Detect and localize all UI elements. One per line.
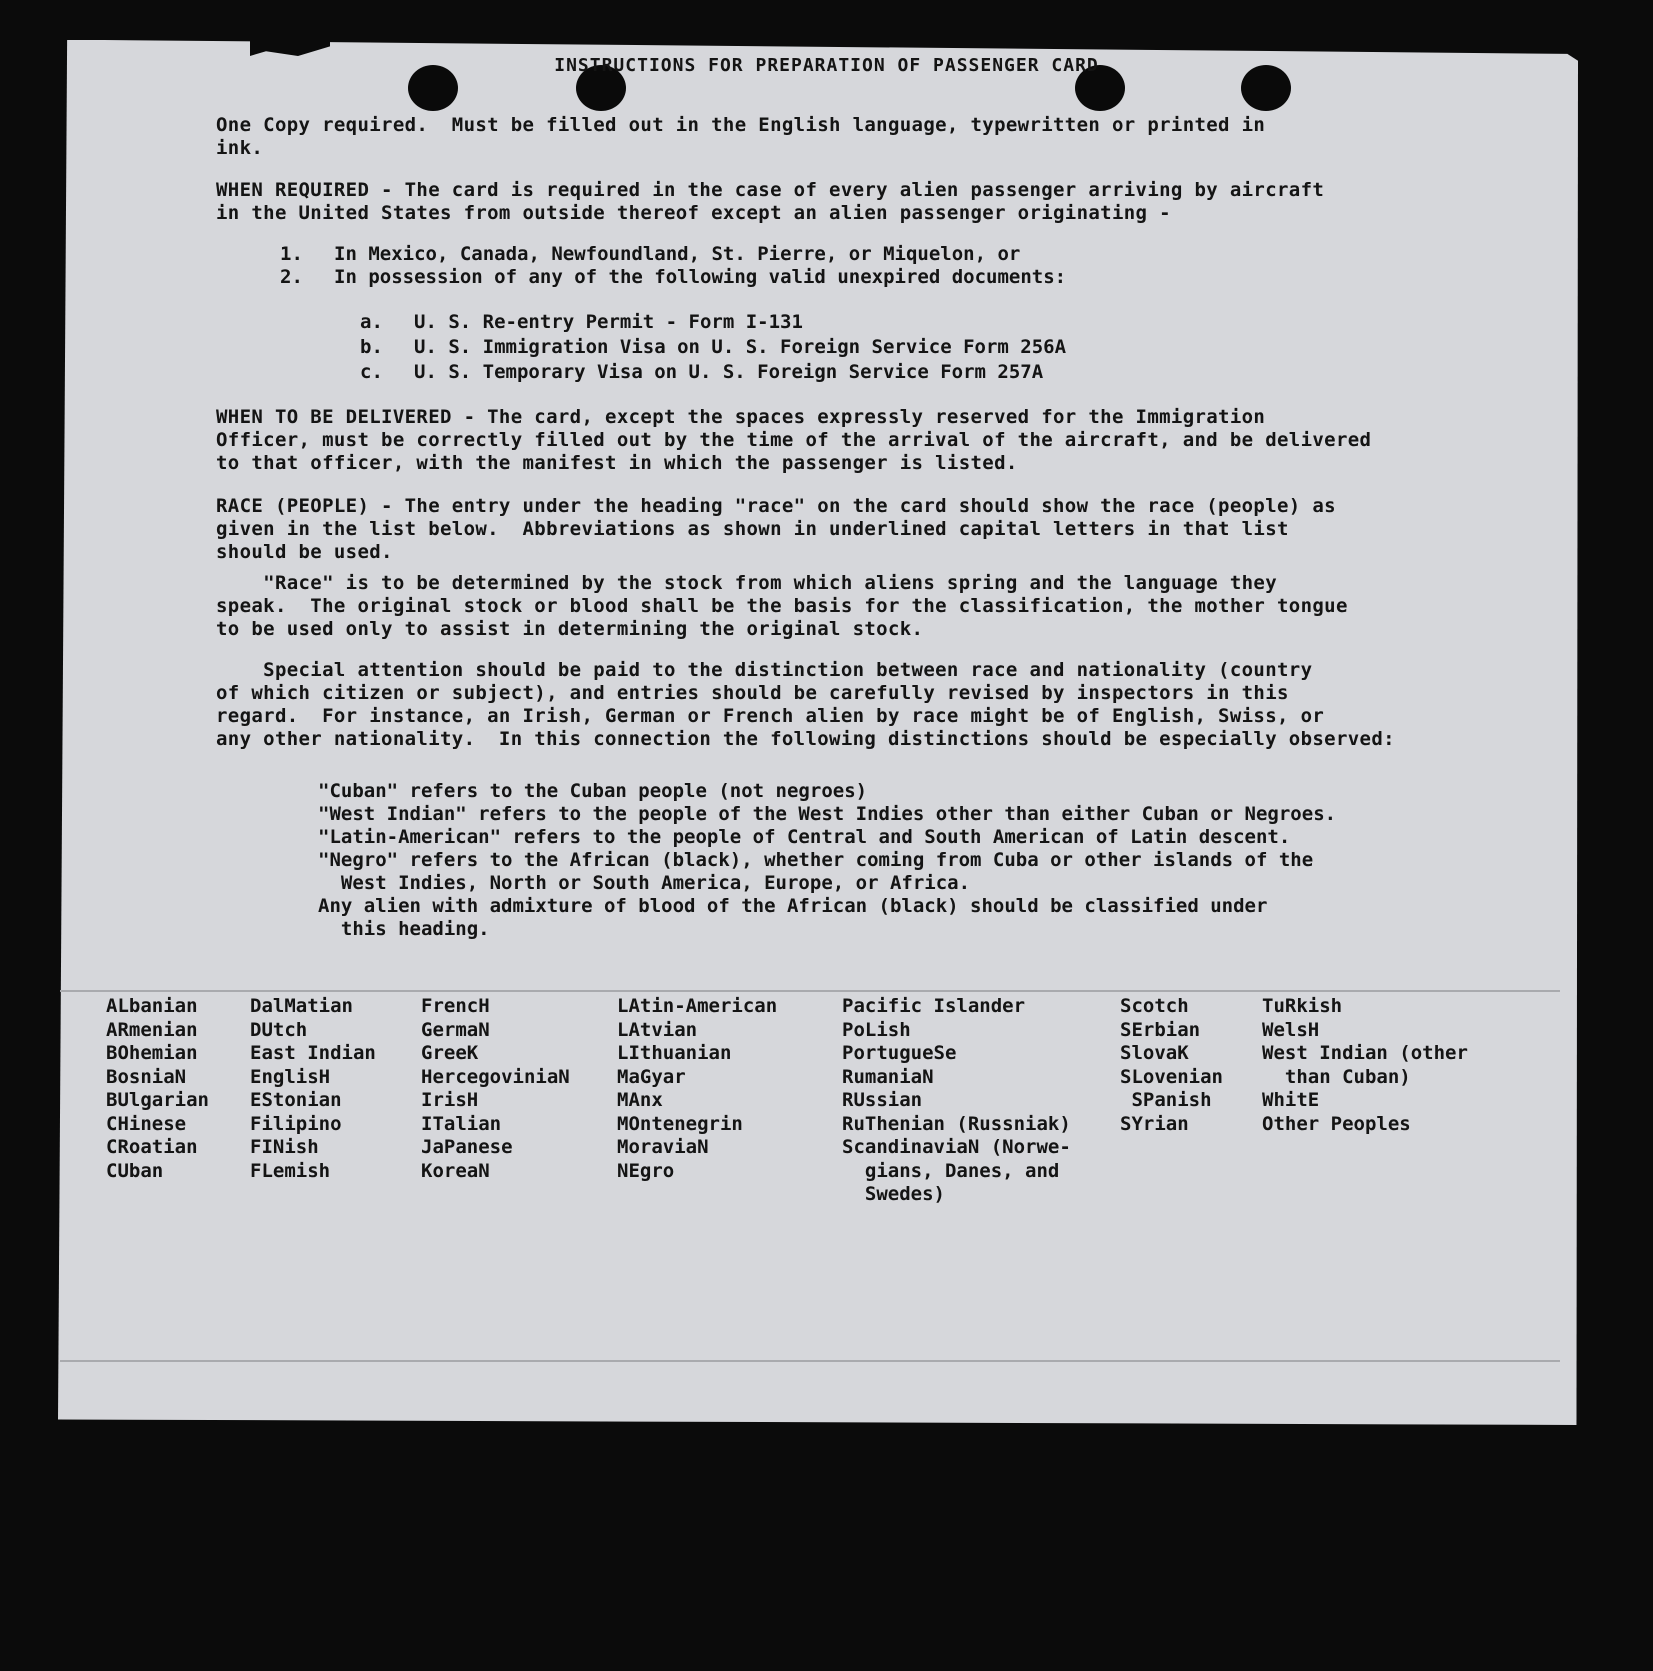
race-entry: EStonian — [250, 1089, 342, 1111]
race-entry: EnglisH — [250, 1065, 331, 1088]
race-people-paragraph — [216, 495, 1526, 564]
text-line: West Indies, North or South America, Europe, or Africa. — [318, 872, 971, 894]
race-entry: Swedes) — [842, 1183, 945, 1205]
race-entry: RumaniaN — [842, 1065, 934, 1088]
race-entry: DalMatian — [250, 995, 353, 1017]
text-line: "Cuban" refers to the Cuban people (not negroes) — [318, 780, 868, 802]
race-entry: HercegoviniaN — [421, 1065, 570, 1088]
text-line: of which citizen or subject), and entries should be carefully revised by inspectors in this — [216, 682, 1289, 704]
distinctions-list — [318, 780, 1336, 941]
race-entry: BUlgarian — [106, 1089, 209, 1111]
documents-list — [360, 310, 1066, 385]
race-entry: LAtvian — [617, 1018, 698, 1041]
race-entry: ScandinaviaN (Norwe- — [842, 1136, 1071, 1158]
race-entry: MOntenegrin — [617, 1112, 743, 1135]
race-entry: DUtch — [250, 1018, 308, 1041]
text-line: "West Indian" refers to the people of the West Indies other than either Cuban or Negroes. — [318, 803, 1337, 825]
race-entry: PortugueSe — [842, 1042, 957, 1064]
race-entry: Pacific Islander — [842, 995, 1026, 1017]
race-entry: WhitE — [1262, 1089, 1320, 1111]
race-column — [1262, 995, 1468, 1136]
race-entry: SYrian — [1120, 1112, 1189, 1135]
race-entry: ALbanian — [106, 995, 198, 1017]
list-item — [360, 310, 1066, 335]
text-line: "Latin-American" refers to the people of Central and South American of Latin descent. — [318, 826, 1291, 848]
special-attention-paragraph — [216, 659, 1526, 751]
race-entry: CHinese — [106, 1112, 187, 1135]
item-letter: c. — [360, 361, 383, 383]
race-entry: TuRkish — [1262, 995, 1343, 1017]
race-entry: IrisH — [421, 1089, 479, 1111]
text-line: Any alien with admixture of blood of the African (black) should be classified under — [318, 895, 1268, 917]
origin-exceptions-list — [280, 243, 1066, 289]
when-delivered-paragraph — [216, 406, 1526, 475]
race-entry: GreeK — [421, 1042, 479, 1064]
item-text: U. S. Re-entry Permit - Form I-131 — [414, 311, 803, 333]
text-line: regard. For instance, an Irish, German or French alien by race might be of English, Swiss, or — [216, 705, 1325, 727]
text-line: One Copy required. Must be filled out in the English language, typewritten or printed in — [216, 114, 1266, 136]
text-line: speak. The original stock or blood shall be the basis for the classification, the mother tongue — [216, 595, 1348, 617]
list-item — [360, 335, 1066, 360]
fold-line — [60, 990, 1560, 992]
race-determined-paragraph — [216, 572, 1526, 641]
race-column — [250, 995, 376, 1183]
race-entry: MAnx — [617, 1089, 663, 1111]
race-column — [617, 995, 777, 1183]
list-item — [360, 360, 1066, 385]
text-line: in the United States from outside thereof except an alien passenger originating - — [216, 202, 1171, 224]
race-column — [1120, 995, 1223, 1136]
text-line: given in the list below. Abbreviations as shown in underlined capital letters in that list — [216, 518, 1289, 540]
race-entry: NEgro — [617, 1159, 675, 1182]
race-entry: PoLish — [842, 1018, 911, 1041]
race-entry: Other Peoples — [1262, 1112, 1411, 1135]
race-entry: gians, Danes, and — [842, 1159, 1060, 1182]
item-text: In possession of any of the following valid unexpired documents: — [334, 266, 1067, 288]
text-line: any other nationality. In this connection the following distinctions should be especially observed: — [216, 728, 1395, 750]
item-number: 2. — [280, 266, 303, 288]
list-item — [280, 243, 1066, 266]
race-entry: East Indian — [250, 1042, 376, 1064]
race-entry: CRoatian — [106, 1136, 198, 1158]
page-title: INSTRUCTIONS FOR PREPARATION OF PASSENGER CARD — [554, 55, 1099, 76]
text-line: "Negro" refers to the African (black), whether coming from Cuba or other islands of the — [318, 849, 1314, 871]
item-text: U. S. Temporary Visa on U. S. Foreign Service Form 257A — [414, 361, 1044, 383]
race-entry: ARmenian — [106, 1018, 198, 1041]
item-text: In Mexico, Canada, Newfoundland, St. Pierre, or Miquelon, or — [334, 243, 1021, 265]
intro-paragraph — [216, 114, 1526, 160]
race-entry: ITalian — [421, 1112, 502, 1135]
race-entry: MaGyar — [617, 1065, 686, 1088]
race-entry: FrencH — [421, 995, 490, 1017]
text-line: to that officer, with the manifest in which the passenger is listed. — [216, 452, 1018, 474]
list-item — [280, 266, 1066, 289]
text-line: "Race" is to be determined by the stock from which aliens spring and the language they — [216, 572, 1278, 594]
race-entry: SPanish — [1120, 1089, 1212, 1111]
race-entry: KoreaN — [421, 1159, 490, 1182]
text-line: should be used. — [216, 541, 393, 563]
race-entry: MoraviaN — [617, 1136, 709, 1158]
race-entry: SlovaK — [1120, 1042, 1189, 1064]
race-entry: RUssian — [842, 1089, 923, 1111]
text-line: Special attention should be paid to the distinction between race and nationality (country — [216, 659, 1313, 681]
item-number: 1. — [280, 243, 303, 265]
when-required-paragraph — [216, 179, 1526, 225]
race-entry: SErbian — [1120, 1018, 1201, 1041]
text-line: WHEN REQUIRED - The card is required in the case of every alien passenger arriving by aircraft — [216, 179, 1325, 201]
race-entry: BosniaN — [106, 1065, 187, 1088]
race-column — [106, 995, 209, 1183]
race-entry: WelsH — [1262, 1018, 1320, 1041]
race-entry: RuThenian (Russniak) — [842, 1112, 1071, 1135]
item-letter: a. — [360, 311, 383, 333]
race-entry: SLovenian — [1120, 1065, 1223, 1088]
text-line: WHEN TO BE DELIVERED - The card, except the spaces expressly reserved for the Immigration — [216, 406, 1266, 428]
item-letter: b. — [360, 336, 383, 358]
race-entry: LAtin-American — [617, 995, 778, 1017]
race-entry: JaPanese — [421, 1136, 513, 1158]
text-line: to be used only to assist in determining the original stock. — [216, 618, 924, 640]
race-entry: West Indian (other — [1262, 1042, 1468, 1064]
text-line: RACE (PEOPLE) - The entry under the heading "race" on the card should show the race (people) as — [216, 495, 1336, 517]
race-entry: GermaN — [421, 1018, 490, 1041]
race-entry: FINish — [250, 1136, 319, 1158]
race-entry: Scotch — [1120, 995, 1189, 1017]
race-entry: CUban — [106, 1159, 164, 1182]
text-line: this heading. — [318, 918, 490, 940]
fold-line — [60, 1360, 1560, 1362]
race-column — [421, 995, 570, 1183]
item-text: U. S. Immigration Visa on U. S. Foreign Service Form 256A — [414, 336, 1067, 358]
race-entry: FLemish — [250, 1159, 331, 1182]
race-entry: than Cuban) — [1262, 1065, 1411, 1088]
race-column — [842, 995, 1071, 1207]
race-entry: BOhemian — [106, 1042, 198, 1064]
race-entry: LIthuanian — [617, 1042, 732, 1064]
text-line: ink. — [216, 137, 264, 159]
race-entry: Filipino — [250, 1112, 342, 1135]
text-line: Officer, must be correctly filled out by the time of the arrival of the aircraft, and be delivered — [216, 429, 1372, 451]
